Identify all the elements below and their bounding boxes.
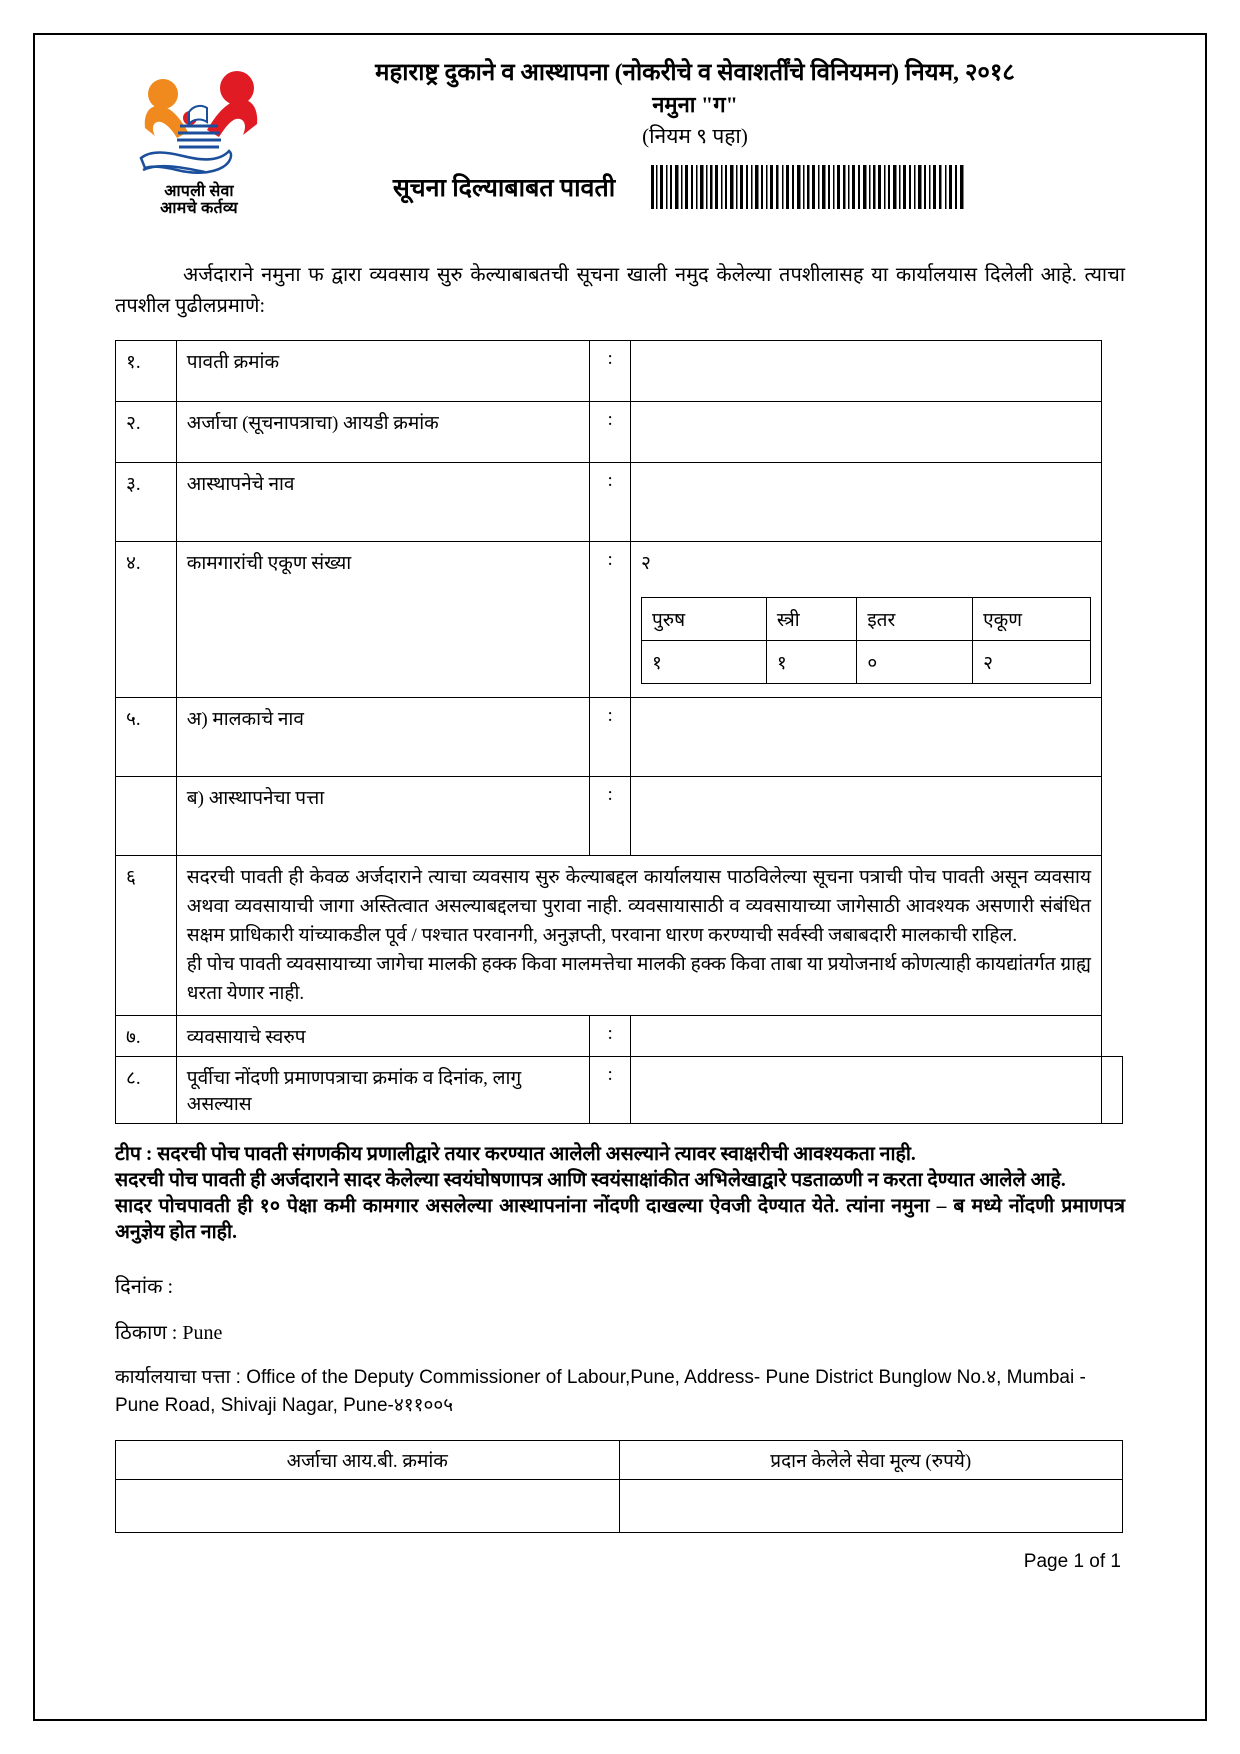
- clause-6-text: [176, 856, 1101, 1016]
- row-colon: :: [590, 698, 631, 777]
- note-line-3: सादर पोचपावती ही १० पेक्षा कमी कामगार असलेल्या आस्थापनांना नोंदणी दाखल्या ऐवजी देण्यात येते. त्यांना नमुना – ब मध्ये नोंदणी प्रमाणपत्र अनुज्ञेय होत नाही.: [115, 1196, 1125, 1243]
- row-serial: ५.: [116, 698, 177, 777]
- row-serial: [116, 777, 177, 856]
- row-label-receipt-number: पावती क्रमांक: [176, 341, 590, 402]
- place-field: [115, 1318, 1125, 1348]
- row-colon: :: [590, 341, 631, 402]
- row-label-establishment-name: आस्थापनेचे नाव: [176, 463, 590, 542]
- row-label-previous-registration: पूर्वीचा नोंदणी प्रमाणपत्राचा क्रमांक व दिनांक, लागु असल्यास: [176, 1057, 590, 1124]
- receipt-title: सूचना दिल्याबाबत पावती: [392, 175, 616, 202]
- row-value-receipt-number[interactable]: [630, 341, 1101, 402]
- title-block: [115, 58, 1125, 151]
- row-value-establishment-address[interactable]: [630, 777, 1101, 856]
- payment-table: [115, 1440, 1123, 1533]
- page-number: Page 1 of 1: [1023, 1551, 1121, 1572]
- workers-breakdown-table: [641, 597, 1091, 684]
- form-name: नमुना "ग": [652, 92, 738, 117]
- date-field: [115, 1272, 1125, 1302]
- workers-value-row: [641, 641, 1090, 684]
- office-address-label: कार्यालयाचा पत्ता :: [115, 1367, 241, 1388]
- payment-table-value-row: [116, 1480, 1123, 1533]
- workers-header-row: [641, 598, 1090, 641]
- row-serial: १.: [116, 341, 177, 402]
- row-colon: :: [590, 1016, 631, 1057]
- note-block: [115, 1142, 1125, 1246]
- row-serial: ३.: [116, 463, 177, 542]
- table-row: [116, 1016, 1123, 1057]
- workers-header-male: पुरुष: [641, 598, 766, 641]
- payment-header-service-fee: प्रदान केलेले सेवा मूल्य (रुपये): [619, 1441, 1123, 1480]
- table-row-clause: [116, 856, 1123, 1016]
- row-label-total-workers: कामगारांची एकूण संख्या: [176, 542, 590, 698]
- payment-table-header-row: [116, 1441, 1123, 1480]
- office-address-value: Office of the Deputy Commissioner of Labour,Pune, Address- Pune District Bunglow No.४, Mumbai - Pune Road, Shivaji Nagar, Pune-४११००५: [115, 1367, 1086, 1416]
- table-row: [116, 698, 1123, 777]
- place-label: ठिकाण :: [115, 1322, 178, 1344]
- row-value-previous-registration-date[interactable]: [1102, 1057, 1123, 1124]
- payment-value-service-fee[interactable]: [619, 1480, 1123, 1533]
- table-row: [116, 463, 1123, 542]
- row-serial: २.: [116, 402, 177, 463]
- row-value-application-id[interactable]: [630, 402, 1101, 463]
- row-colon: :: [590, 1057, 631, 1124]
- rule-reference: (नियम ९ पहा): [642, 124, 748, 148]
- payment-value-application-id[interactable]: [116, 1480, 620, 1533]
- note-line-1: टीप : सदरची पोच पावती संगणकीय प्रणालीद्वारे तयार करण्यात आलेली असल्याने त्यावर स्वाक्षरीची आवश्यकता नाही.: [115, 1144, 916, 1165]
- workers-value-total: २: [973, 641, 1091, 684]
- row-value-total-workers-cell: [630, 542, 1101, 698]
- row-label-owner-name: अ) मालकाचे नाव: [176, 698, 590, 777]
- row-serial: ७.: [116, 1016, 177, 1057]
- office-address-field: [115, 1364, 1125, 1420]
- row-label-establishment-address: ब) आस्थापनेचा पत्ता: [176, 777, 590, 856]
- table-row: [116, 777, 1123, 856]
- note-line-2: सदरची पोच पावती ही अर्जदाराने सादर केलेल्या स्वयंघोषणापत्र आणि स्वयंसाक्षांकीत अभिलेखाद्वारे पडताळणी न करता देण्यात आलेले आहे.: [115, 1170, 1066, 1191]
- date-label: दिनांक :: [115, 1276, 173, 1298]
- row-serial: ८.: [116, 1057, 177, 1124]
- document-title: महाराष्ट्र दुकाने व आस्थापना (नोकरीचे व सेवाशर्तींचे विनियमन) नियम, २०१८: [375, 60, 1015, 86]
- table-row: [116, 1057, 1123, 1124]
- row-label-nature-of-business: व्यवसायाचे स्वरुप: [176, 1016, 590, 1057]
- aaple-seva-logo: [133, 66, 265, 226]
- logo-caption-line-1: आपली सेवा: [164, 183, 234, 200]
- workers-value-other: ०: [857, 641, 973, 684]
- receipt-title-row: [115, 165, 1125, 209]
- row-value-owner-name[interactable]: [630, 698, 1101, 777]
- aaple-seva-logo-icon: [133, 66, 265, 184]
- logo-caption-line-2: आमचे कर्तव्य: [160, 200, 238, 217]
- row-colon: :: [590, 402, 631, 463]
- row-label-application-id: अर्जाचा (सूचनापत्राचा) आयडी क्रमांक: [176, 402, 590, 463]
- place-value: Pune: [182, 1322, 223, 1344]
- payment-header-application-id: अर्जाचा आय.बी. क्रमांक: [116, 1441, 620, 1480]
- row-serial: ४.: [116, 542, 177, 698]
- row-value-previous-registration-number[interactable]: [630, 1057, 1101, 1124]
- workers-header-total: एकूण: [973, 598, 1091, 641]
- clause-6-paragraph-2: ही पोच पावती व्यवसायाच्या जागेचा मालकी हक्क किवा मालमत्तेचा मालकी हक्क किवा ताबा या प्रयोजनार्थ कोणत्याही कायद्यांतर्गत ग्राह्य धरता येणार नाही.: [186, 954, 1091, 1004]
- total-workers-value: २: [640, 553, 651, 574]
- document-header: [115, 58, 1125, 238]
- row-serial: ६: [116, 856, 177, 1016]
- row-colon: :: [590, 777, 631, 856]
- workers-header-other: इतर: [857, 598, 973, 641]
- row-colon: :: [590, 542, 631, 698]
- row-value-nature-of-business[interactable]: [630, 1016, 1101, 1057]
- row-value-establishment-name[interactable]: [630, 463, 1101, 542]
- table-row: [116, 341, 1123, 402]
- workers-header-female: स्त्री: [766, 598, 856, 641]
- table-row-worker-count: [116, 542, 1123, 698]
- workers-value-female: १: [766, 641, 856, 684]
- clause-6-paragraph-1: सदरची पावती ही केवळ अर्जदाराने त्याचा व्यवसाय सुरु केल्याबद्दल कार्यालयास पाठविलेल्या सूचना पत्राची पोच पावती असून व्यवसाय अथवा व्यवसायाची जागा अस्तित्वात असल्याबद्दलचा पुरावा नाही. व्यवसायासाठी व व्यवसायाच्या जागेसाठी आवश्यक असणारी संबंधित सक्षम प्राधिकारी यांच्याकडील पूर्व / पश्चात परवानगी, अनुज्ञप्ती, परवाना धारण करण्याची सर्वस्वी जबाबदारी मालकाची राहिल.: [186, 867, 1091, 946]
- table-row: [116, 402, 1123, 463]
- details-table: [115, 340, 1123, 1124]
- workers-value-male: १: [641, 641, 766, 684]
- row-colon: :: [590, 463, 631, 542]
- barcode-icon: [649, 165, 967, 209]
- intro-paragraph: अर्जदाराने नमुना फ द्वारा व्यवसाय सुरु केल्याबाबतची सूचना खाली नमुद केलेल्या तपशीलासह या कार्यालयास दिलेली आहे. त्याचा तपशील पुढीलप्रमाणे:: [115, 264, 1125, 317]
